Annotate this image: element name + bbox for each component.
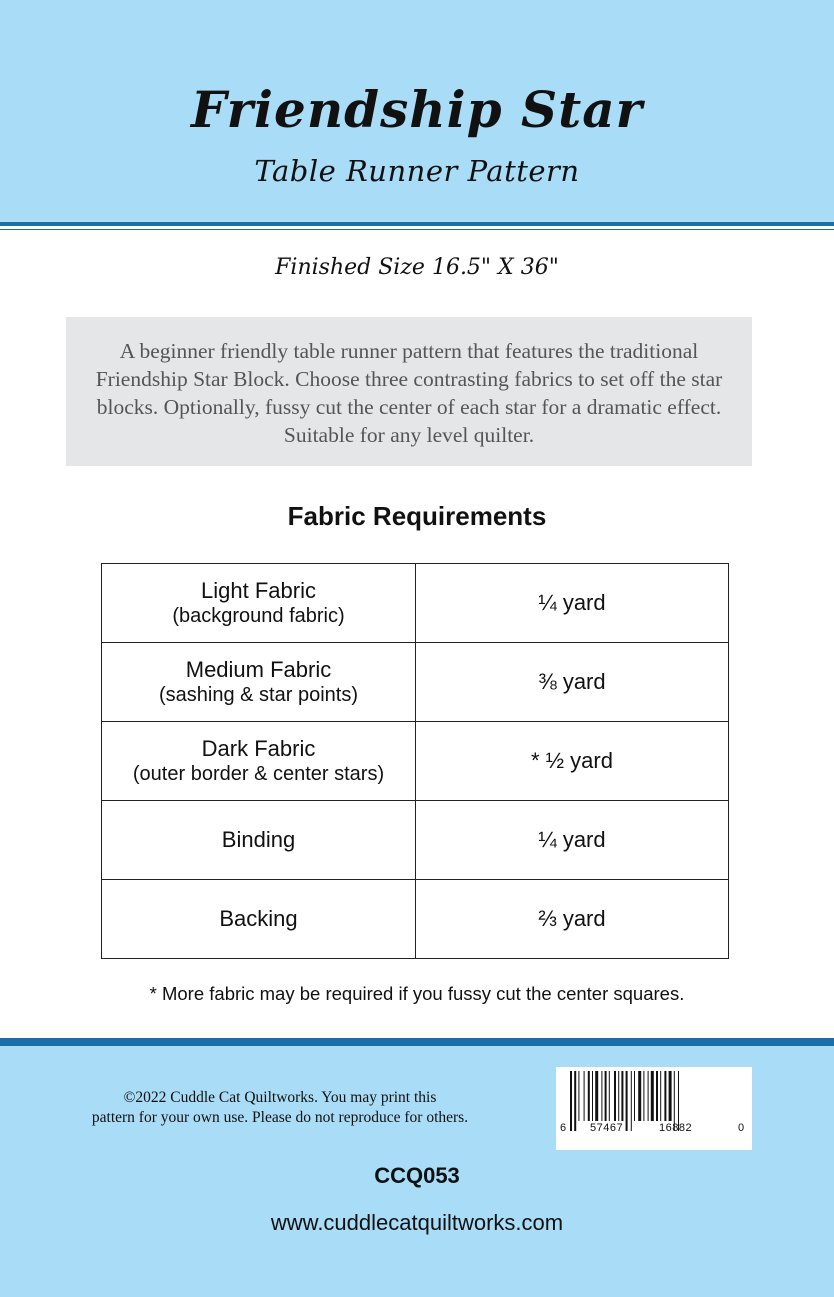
barcode-bar — [648, 1071, 649, 1121]
barcode-right-digits: 16882 — [659, 1122, 693, 1134]
fabric-amount: ⅔ yard — [416, 880, 729, 959]
barcode-bar — [584, 1071, 585, 1121]
barcode — [556, 1067, 752, 1150]
barcode-bar — [643, 1071, 644, 1121]
barcode-bar — [621, 1071, 623, 1121]
fabric-name: Medium Fabric — [185, 657, 332, 682]
barcode-digit-last: 0 — [738, 1122, 745, 1134]
table-row — [102, 722, 729, 801]
barcode-bar — [660, 1071, 661, 1121]
fabric-requirements-table — [101, 563, 729, 959]
copyright-line: pattern for your own use. Please do not reproduce for others. — [91, 1109, 469, 1126]
fabric-detail: (background fabric) — [172, 605, 345, 627]
fabric-detail: (outer border & center stars) — [132, 763, 385, 785]
table-row — [102, 643, 729, 722]
barcode-bar — [588, 1071, 590, 1121]
table-row — [102, 880, 729, 959]
barcode-bar — [634, 1071, 635, 1121]
finished-size: Finished Size 16.5" X 36" — [275, 255, 559, 280]
barcode-bar — [631, 1071, 632, 1131]
barcode-digit-first: 6 — [560, 1122, 567, 1134]
barcode-bar — [595, 1071, 598, 1121]
barcode-bar — [664, 1071, 666, 1121]
footer-divider-stripe — [0, 1034, 834, 1037]
fabric-name-cell — [102, 722, 416, 801]
fabric-amount: ¼ yard — [416, 801, 729, 880]
barcode-left-digits: 57467 — [590, 1122, 624, 1134]
fabric-amount: ⅜ yard — [416, 643, 729, 722]
barcode-bar — [656, 1071, 658, 1121]
footer-divider-band — [0, 1038, 834, 1046]
fussy-cut-footnote: * More fabric may be required if you fussy cut the center squares. — [149, 983, 685, 1004]
pattern-subtitle: Table Runner Pattern — [254, 154, 580, 188]
fabric-requirements-heading: Fabric Requirements — [287, 501, 547, 531]
fabric-name-cell — [102, 643, 416, 722]
barcode-bar — [618, 1071, 619, 1121]
barcode-bar — [601, 1071, 602, 1121]
barcode-bar — [592, 1071, 593, 1121]
barcode-bar — [651, 1071, 654, 1121]
table-row — [102, 564, 729, 643]
barcode-bar — [626, 1071, 628, 1131]
barcode-bar — [570, 1071, 572, 1131]
fabric-name: Binding — [102, 801, 416, 880]
fabric-name: Light Fabric — [201, 578, 316, 603]
fabric-name-cell — [102, 564, 416, 643]
fabric-name: Dark Fabric — [201, 736, 316, 761]
barcode-bar — [638, 1071, 641, 1121]
barcode-bar — [578, 1071, 579, 1121]
header-banner — [0, 0, 834, 222]
barcode-bar — [609, 1071, 610, 1121]
fabric-name: Backing — [102, 880, 416, 959]
barcode-bar — [614, 1071, 616, 1121]
product-code: CCQ053 — [374, 1163, 460, 1188]
copyright-line: ©2022 Cuddle Cat Quiltworks. You may print this — [123, 1089, 437, 1106]
copyright-notice — [60, 1088, 500, 1128]
fabric-detail: (sashing & star points) — [159, 684, 358, 706]
website-url: www.cuddlecatquiltworks.com — [270, 1210, 564, 1235]
fabric-amount: ¼ yard — [416, 564, 729, 643]
header-divider-stripe — [0, 226, 834, 229]
barcode-bar — [669, 1071, 672, 1121]
barcode-bar — [605, 1071, 607, 1121]
pattern-title: Friendship Star — [191, 80, 643, 139]
description-text: A beginner friendly table runner pattern that features the traditional Friendship Star Block. Choose three contrasting fabrics to set off the star blocks. Optionally, fussy cut the center of each star for a dramatic effect. Suitable for any level quilter. — [95, 339, 723, 447]
fabric-amount: * ½ yard — [416, 722, 729, 801]
table-row — [102, 801, 729, 880]
description-box — [66, 317, 752, 466]
barcode-bars — [556, 1067, 752, 1150]
barcode-bar — [574, 1071, 576, 1131]
